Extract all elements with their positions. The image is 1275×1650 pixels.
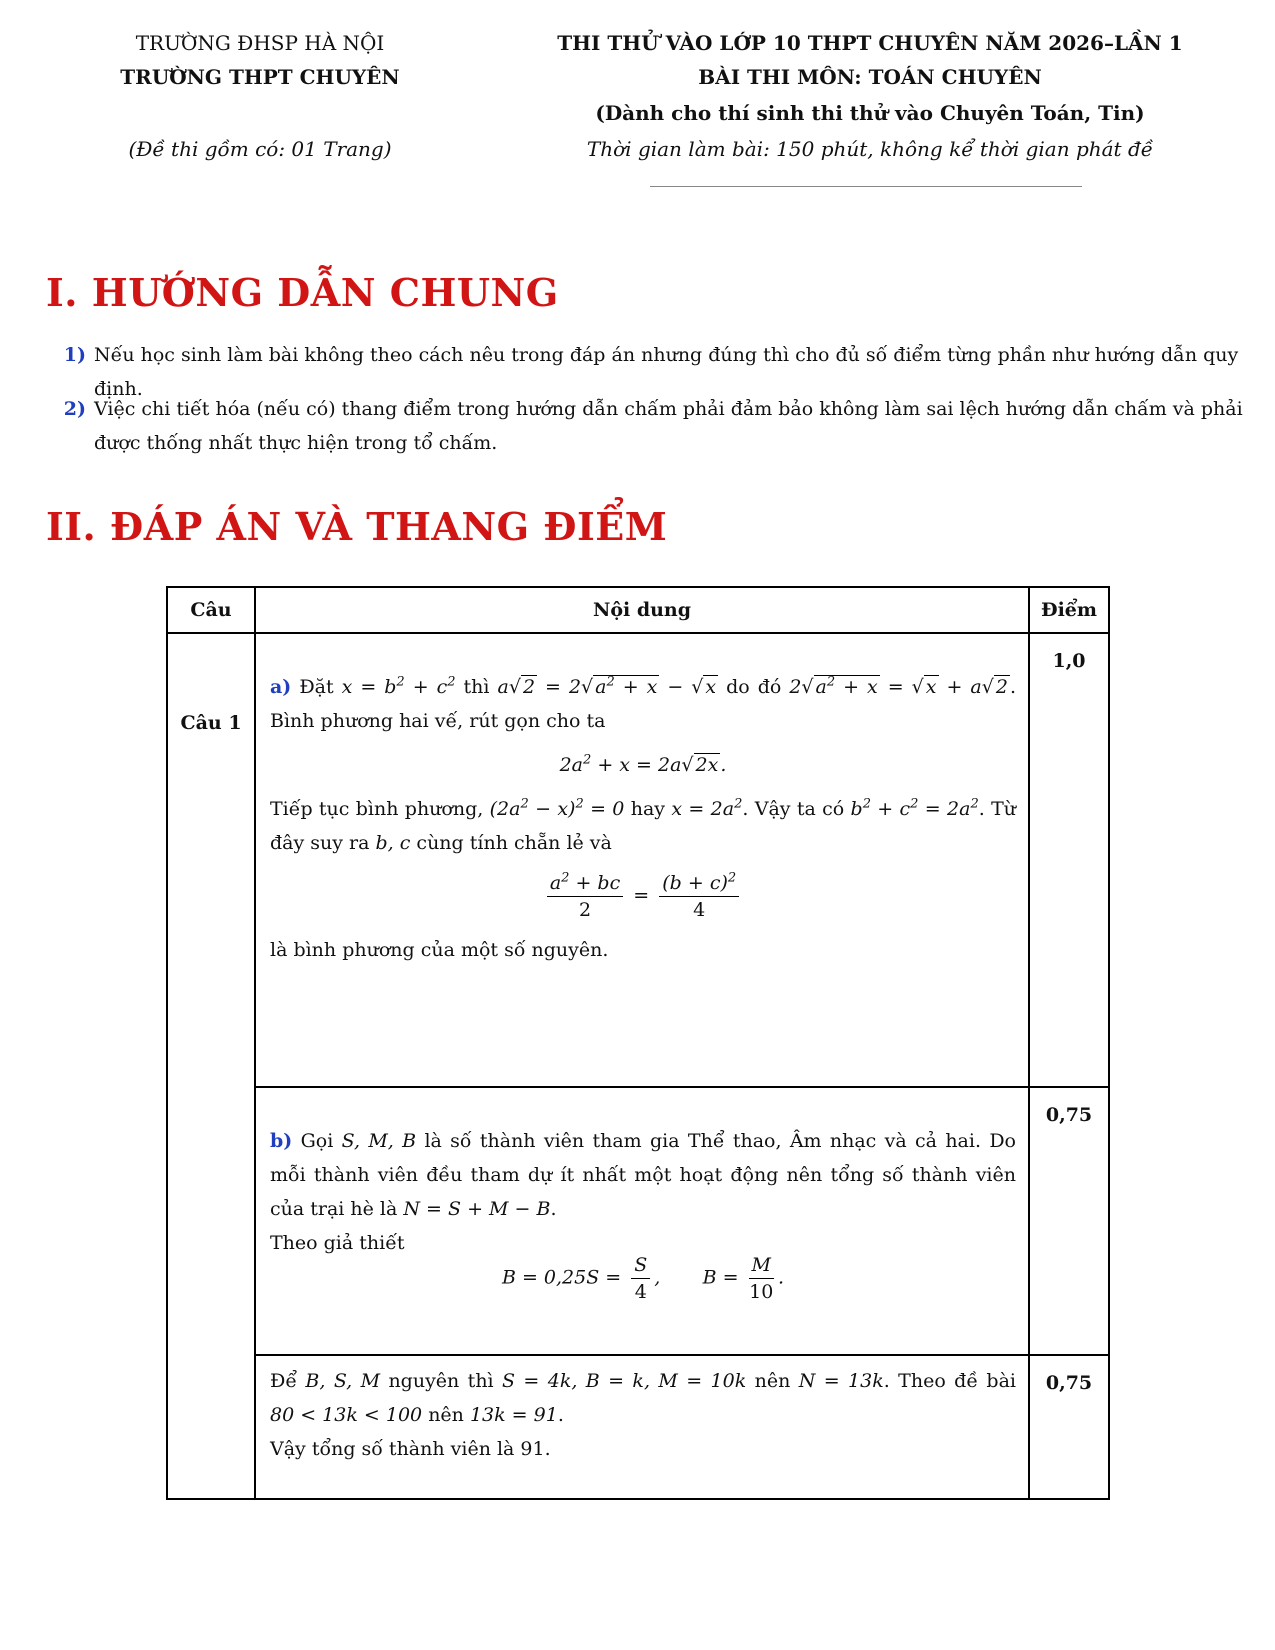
answer-a-text: hay (630, 798, 666, 820)
part-b-label: b) (270, 1130, 293, 1152)
points-b: 0,75 (1029, 1087, 1109, 1355)
header-content: Nội dung (255, 587, 1029, 633)
exam-audience: (Dành cho thí sinh thi thử vào Chuyên Toán, Tin) (595, 101, 1145, 125)
table-row (167, 633, 1109, 1087)
guideline-item-2 (46, 392, 1275, 460)
table-row (167, 1355, 1109, 1499)
section-2-title: II. ĐÁP ÁN VÀ THANG ĐIỂM (46, 504, 668, 549)
school-name: TRƯỜNG ĐHSP HÀ NỘI (135, 31, 385, 55)
answer-b-text: Theo giả thiết (270, 1232, 405, 1254)
answer-b2-text: . Theo đề bài (883, 1370, 1016, 1392)
points-b2: 0,75 (1029, 1355, 1109, 1499)
answer-b-text: là số thành viên tham gia Thể thao, Âm nhạc và cả hai. Do mỗi thành viên đều tham dự ít nhất một hoạt động nên tổng số thành viên của trại hè là (270, 1130, 1016, 1220)
answer-b-text: Gọi (300, 1130, 334, 1152)
answer-b2-text: Để (270, 1370, 298, 1392)
header-points: Điểm (1029, 587, 1109, 633)
equation-2: $\frac{a^2 + bc}{2}$ = $\frac{(b + c)^2}{4}$ (270, 870, 1016, 923)
exam-title: THI THỬ VÀO LỚP 10 THPT CHUYÊN NĂM 2026–LẦN 1 (557, 31, 1183, 55)
table-header-row (167, 587, 1109, 633)
answer-a-text: là bình phương của một số nguyên. (270, 939, 609, 961)
equation-3: B = 0,25S = $\frac{S}{4}$ , B = $\frac{M}{10}$ . (501, 1254, 785, 1303)
section-1-title: I. HƯỚNG DẪN CHUNG (46, 270, 559, 315)
answer-b2-text: nguyên thì (388, 1370, 494, 1392)
answer-a-text: cùng tính chẵn lẻ và (416, 832, 612, 854)
guideline-item-2-text: Việc chi tiết hóa (nếu có) thang điểm trong hướng dẫn chấm phải đảm bảo không làm sai lệch hướng dẫn chấm và phải được thống nhất thực hiện trong tổ chấm. (94, 398, 1243, 454)
answer-b: b) Gọi S, M, B là số thành viên tham gia Thể thao, Âm nhạc và cả hai. Do mỗi thành viên đều tham dự ít nhất một hoạt động nên tổng số thành viên của trại hè là N = S + M − B. Theo giả thiết B = 0,25S = $\frac{S}{4}$ , B = $\frac{M}{10}$ . (255, 1087, 1029, 1355)
exam-time-note: Thời gian làm bài: 150 phút, không kể thời gian phát đề (586, 137, 1154, 161)
question-label: Câu 1 (167, 633, 255, 1499)
header-divider (650, 186, 1082, 187)
answer-a: a) Đặt $x = b^2 + c^2$ thì a√ 2 = 2√ $a^2 + x$ − √ x do đó 2√ $a^2 + x$ = √ x + a√ 2 . Bình phương hai vế, rút gọn cho ta $2a^2 + x = 2a√$ 2x . Tiếp tục bình phương, $(2a^2 - x)^2 = 0$ hay $x = 2a^2$. Vậy ta có $b^2 + c^2 = 2a^2$. Từ đây suy ra b, c cùng tính chẵn lẻ và $\frac{a^2 + bc}{2}$ = $\frac{(b + c)^2}{4}$ là bình phương của một số nguyên. (255, 633, 1029, 1087)
table-row (167, 1087, 1109, 1355)
guideline-item-2-number: 2) (63, 398, 86, 420)
answer-a-text: Đặt (299, 676, 334, 698)
guideline-item-1-number: 1) (63, 344, 86, 366)
answer-a-text: . Từ đây suy ra (270, 798, 1016, 854)
equation-1: $2a^2 + x = 2a√$ 2x . (559, 752, 727, 776)
school-subname: TRƯỜNG THPT CHUYÊN (120, 65, 400, 89)
grading-table (166, 586, 1110, 1500)
points-a: 1,0 (1029, 633, 1109, 1087)
exam-subject: BÀI THI MÔN: TOÁN CHUYÊN (698, 65, 1042, 89)
page-count-note: (Đề thi gồm có: 01 Trang) (128, 137, 392, 161)
answer-b-continued: Để B, S, M nguyên thì S = 4k, B = k, M = 10k nên N = 13k. Theo đề bài 80 < 13k < 100 nên 13k = 91. Vậy tổng số thành viên là 91. (255, 1355, 1029, 1499)
answer-a-text: do đó (726, 676, 782, 698)
answer-a-text: thì (463, 676, 490, 698)
answer-b2-conclusion: Vậy tổng số thành viên là 91. (270, 1438, 551, 1460)
answer-b2-text: nên (754, 1370, 791, 1392)
part-a-label: a) (270, 676, 292, 698)
answer-a-text: . Bình phương hai vế, rút gọn cho ta (270, 676, 1017, 732)
header-question: Câu (167, 587, 255, 633)
answer-a-text: . Vậy ta có (742, 798, 845, 820)
guideline-item-1-text: Nếu học sinh làm bài không theo cách nêu trong đáp án nhưng đúng thì cho đủ số điểm từng phần như hướng dẫn quy định. (94, 344, 1239, 400)
answer-b2-text: nên (428, 1404, 464, 1426)
answer-a-text: Tiếp tục bình phương, (270, 798, 484, 820)
